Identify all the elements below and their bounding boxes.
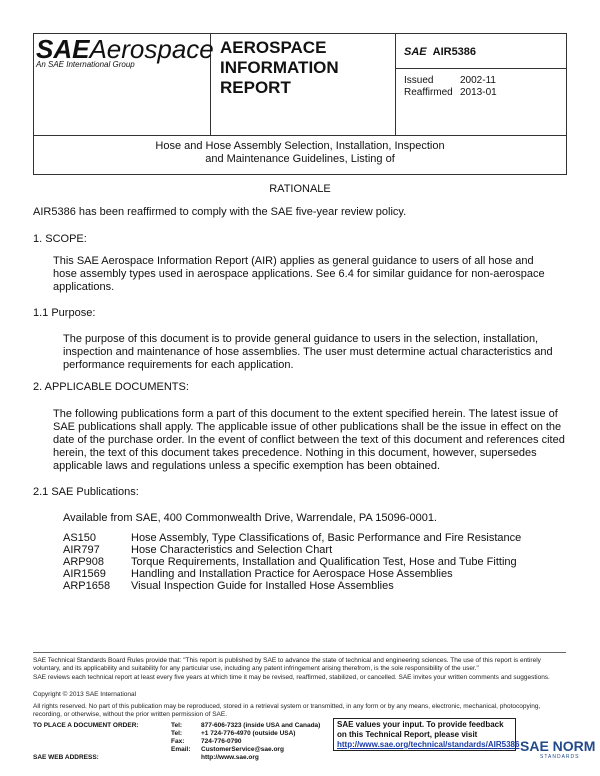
footer-divider — [33, 652, 566, 653]
section-1-1-heading: 1.1 Purpose: — [33, 307, 96, 319]
list-item: ARP1658 Visual Inspection Guide for Installed Hose Assemblies — [63, 580, 394, 592]
document-number: SAE AIR5386 — [404, 46, 477, 58]
sae-web-link[interactable]: http://www.sae.org — [201, 754, 259, 761]
watermark-subtitle: STANDARDS — [540, 754, 580, 760]
section-2-1-heading: 2.1 SAE Publications: — [33, 486, 139, 498]
header-divider — [395, 33, 396, 135]
feedback-link[interactable]: http://www.sae.org/technical/standards/AIR5386 — [337, 740, 520, 749]
section-2-heading: 2. APPLICABLE DOCUMENTS: — [33, 381, 189, 393]
list-item: ARP908 Torque Requirements, Installation and Qualification Test, Hose and Tube Fitting — [63, 556, 517, 568]
section-1-text: This SAE Aerospace Information Report (AIR) applies as general guidance to users of all hose and hose assembly types used in aerospace applications. See 6.4 for similar guidance for non-aerospace applications. — [53, 255, 545, 293]
report-type-title: AEROSPACE INFORMATION REPORT — [220, 38, 339, 97]
list-item: AIR797 Hose Characteristics and Selection Chart — [63, 544, 333, 556]
sae-aerospace-logo: SAEAerospace — [36, 34, 214, 64]
section-2-1-text: Available from SAE, 400 Commonwealth Drive, Warrendale, PA 15096-0001. — [63, 512, 437, 524]
section-2-text: The following publications form a part of this document to the extent specified herein. The latest issue of SAE publications shall apply. The applicable issue of other publications shall be the issue in effect on the date of the purchase order. In the event of conflict between the text of this document and references cited herein, the text of this document takes precedence. Nothing in this document, however, supersedes applicable laws and regulations unless a specific exemption has been obtained. — [53, 408, 565, 472]
logo-subtitle: An SAE International Group — [36, 60, 135, 69]
footer-review-text: SAE reviews each technical report at least every five years at which time it may be revised, reaffirmed, stabilized, or cancelled. SAE invites your written comments and suggestions. — [33, 674, 550, 681]
copyright-text: Copyright © 2013 SAE International — [33, 691, 137, 698]
footer-rights-text: All rights reserved. No part of this publication may be reproduced, stored in a retrieval system or transmitted, in any form or by any means, electronic, mechanical, photocopying, recording, or otherwise, without the prior written permission of SAE. — [33, 703, 541, 718]
order-contact-info: TO PLACE A DOCUMENT ORDER: Tel: 877-606-7323 (inside USA and Canada) Tel: +1 724-776-4970 (outside USA) Fax: 724-776-0790 Email: CustomerService@sae.org SAE WEB ADDRESS: http://www.sae.org — [33, 722, 321, 761]
document-title: Hose and Hose Assembly Selection, Installation, Inspection and Maintenance Guidelines, Listing of — [155, 140, 445, 165]
sae-norm-watermark: SAE NORM — [520, 738, 596, 754]
list-item: AS150 Hose Assembly, Type Classifications of, Basic Performance and Fire Resistance — [63, 532, 522, 544]
section-1-heading: 1. SCOPE: — [33, 233, 87, 245]
publications-list — [63, 532, 521, 592]
rationale-text: AIR5386 has been reaffirmed to comply with the SAE five-year review policy. — [33, 206, 407, 218]
document-dates: Issued 2002-11 Reaffirmed 2013-01 — [404, 75, 497, 98]
footer-rules-text: SAE Technical Standards Board Rules provide that: "This report is published by SAE to advance the state of technical and engineering sciences. The use of this report is entirely voluntary, and its applicability and suitability for any particular use, including any patent infringement arising therefrom, is the sole responsibility of the user." — [33, 657, 541, 672]
section-1-1-text: The purpose of this document is to provide general guidance to users in the selection, installation, inspection and maintenance of hose assemblies. The user must determine actual characteristics and performance requirements for each application. — [63, 333, 553, 371]
feedback-box: SAE values your input. To provide feedback on this Technical Report, please visit http://www.sae.org/technical/standards/AIR5386 — [333, 718, 516, 751]
rationale-heading: RATIONALE — [269, 183, 331, 195]
header-divider — [395, 68, 566, 69]
list-item: AIR1569 Handling and Installation Practice for Aerospace Hose Assemblies — [63, 568, 453, 580]
